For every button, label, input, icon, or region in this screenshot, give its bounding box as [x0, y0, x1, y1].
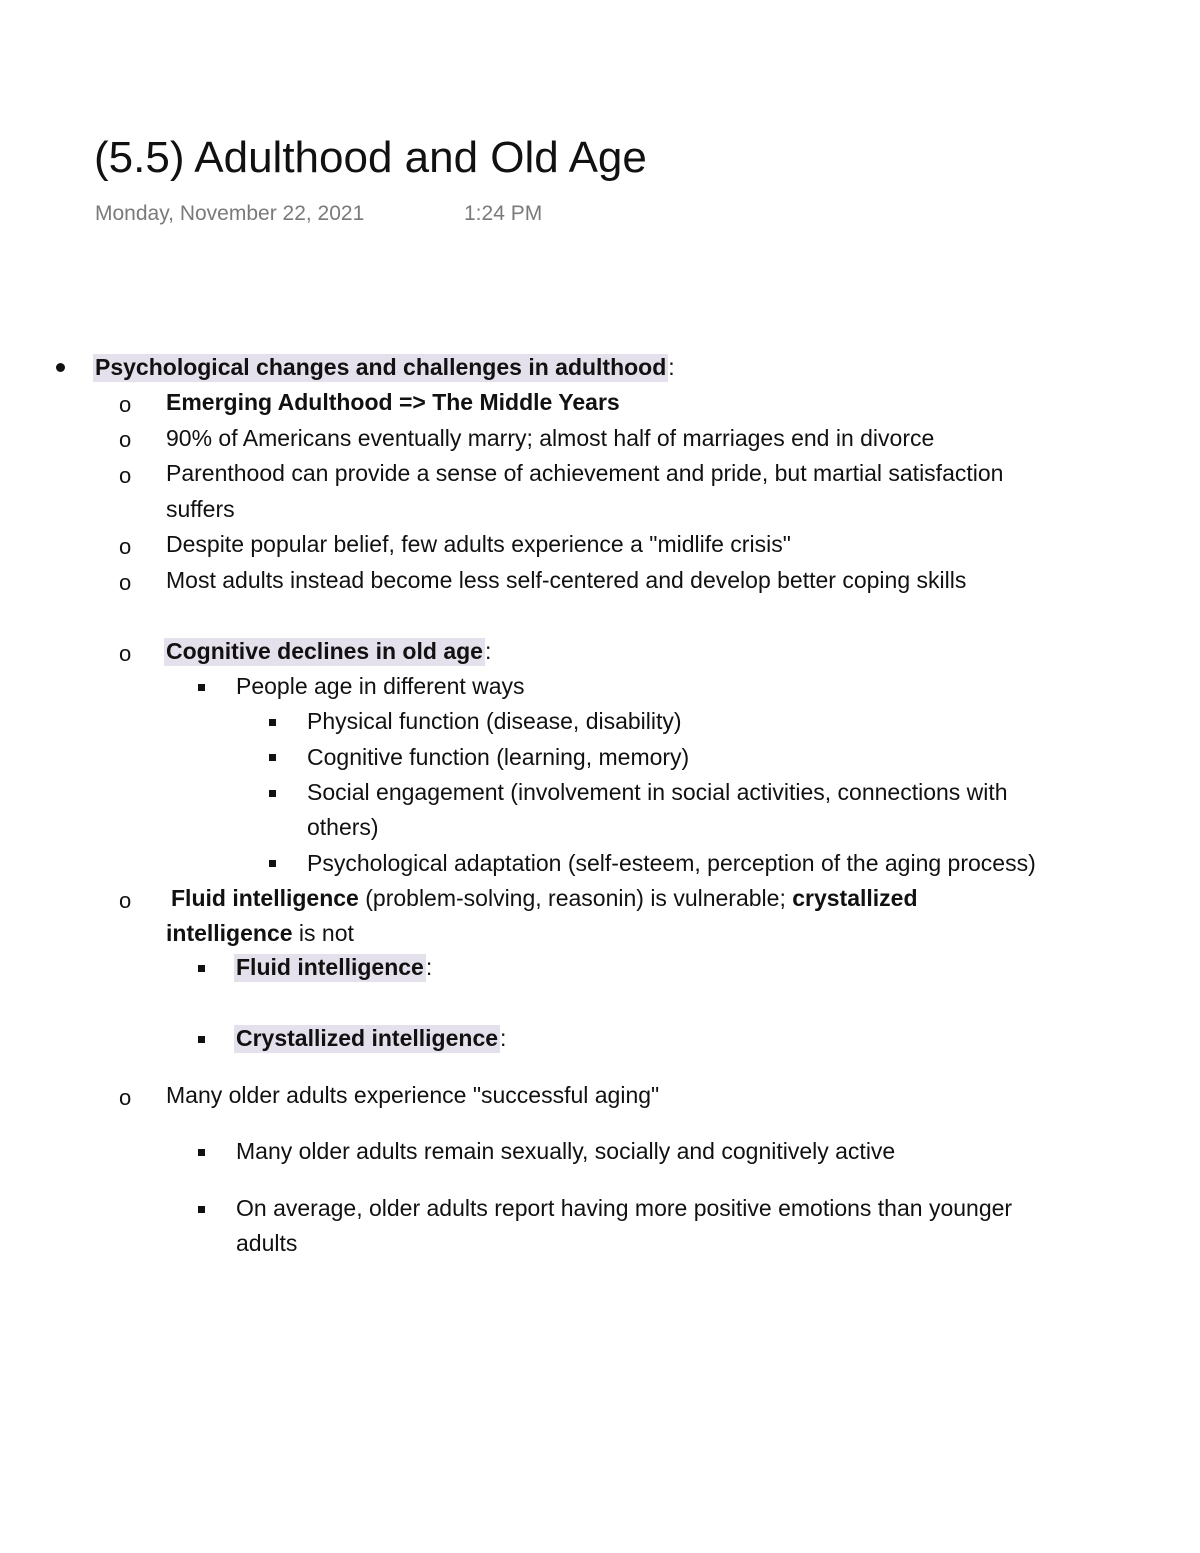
bullet-square-icon: [198, 1149, 205, 1156]
bullet-dot-icon: [56, 363, 65, 372]
list-item-successful: Many older adults experience "successful aging": [166, 1082, 660, 1108]
list-item-coping: Most adults instead become less self-centered and develop better coping skills: [166, 567, 967, 593]
bullet-ring-icon: o: [119, 570, 132, 595]
bullet-square-icon: [269, 860, 276, 867]
list-item-physical: Physical function (disease, disability): [307, 708, 682, 734]
bullet-square-icon: [269, 719, 276, 726]
bullet-ring-icon: o: [119, 1085, 132, 1110]
page-meta: [95, 200, 543, 228]
list-item-cognitive: Cognitive declines in old age:: [166, 638, 492, 664]
heading-highlight: Psychological changes and challenges in adulthood: [95, 354, 667, 380]
list-item-crystal-def: Crystallized intelligence:: [236, 1025, 507, 1051]
page-time: 1:24 PM: [464, 202, 543, 225]
list-item-active: Many older adults remain sexually, socially and cognitively active: [236, 1138, 896, 1164]
bullet-square-icon: [198, 1036, 205, 1043]
bullet-ring-icon: o: [119, 463, 132, 488]
list-item-social-cont: others): [307, 814, 379, 840]
list-item-marry: 90% of Americans eventually marry; almost half of marriages end in divorce: [166, 425, 935, 451]
page-title: (5.5) Adulthood and Old Age: [94, 133, 647, 182]
bullet-ring-icon: o: [119, 888, 132, 913]
list-item-psych: Psychological adaptation (self-esteem, perception of the aging process): [307, 850, 1036, 876]
bullet-ring-icon: o: [119, 392, 132, 417]
cognitive-highlight: Cognitive declines in old age: [166, 638, 483, 664]
bullet-ring-icon: o: [119, 427, 132, 452]
bullet-square-icon: [198, 965, 205, 972]
list-item-fluid: Fluid intelligence (problem-solving, reasonin) is vulnerable; crystallized: [171, 885, 918, 911]
bullet-ring-icon: o: [119, 534, 132, 559]
list-item-positive-cont: adults: [236, 1230, 298, 1256]
fluid-highlight: Fluid intelligence: [236, 954, 424, 980]
list-item-fluid-cont: intelligence is not: [166, 920, 354, 946]
list-item-social: Social engagement (involvement in social activities, connections with: [307, 779, 1008, 805]
list-item-positive: On average, older adults report having more positive emotions than younger: [236, 1195, 1013, 1221]
bullet-square-icon: [269, 790, 276, 797]
bullet-ring-icon: o: [119, 641, 132, 666]
list-item-emerging: Emerging Adulthood => The Middle Years: [166, 389, 620, 415]
list-item-cognitive-fn: Cognitive function (learning, memory): [307, 744, 690, 770]
list-item-midlife: Despite popular belief, few adults experience a "midlife crisis": [166, 531, 791, 557]
list-item-l1: Psychological changes and challenges in adulthood:: [95, 354, 675, 380]
list-item-parent: Parenthood can provide a sense of achievement and pride, but martial satisfaction: [166, 460, 1004, 486]
list-item-age-ways: People age in different ways: [236, 673, 525, 699]
list-item-parent-cont: suffers: [166, 496, 235, 522]
page-date: Monday, November 22, 2021: [95, 202, 365, 225]
crystal-highlight: Crystallized intelligence: [236, 1025, 499, 1051]
bullet-square-icon: [269, 754, 276, 761]
bullet-square-icon: [198, 1206, 205, 1213]
bullet-square-icon: [198, 684, 205, 691]
list-item-fluid-def: Fluid intelligence:: [236, 954, 433, 980]
